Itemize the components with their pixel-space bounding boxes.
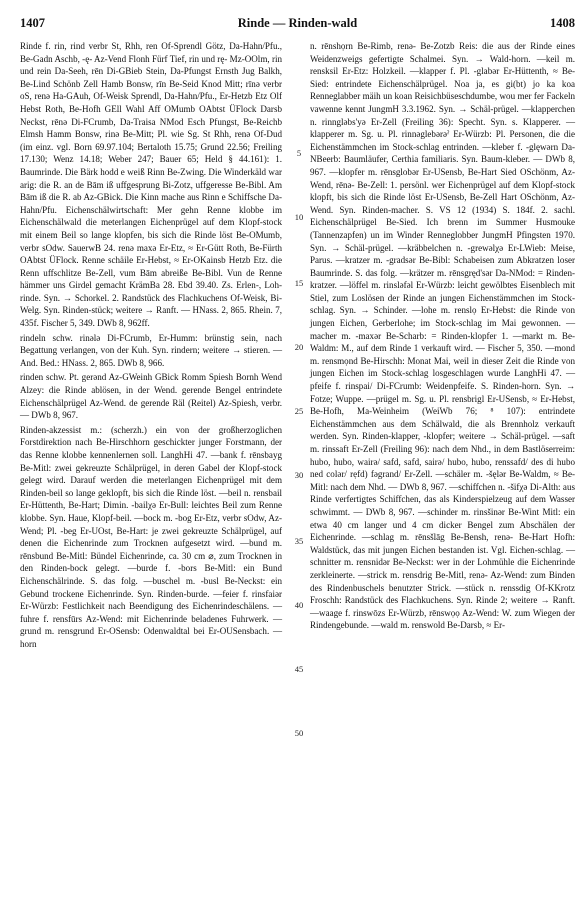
- line-number: 15: [294, 278, 304, 288]
- line-number: 50: [294, 728, 304, 738]
- page-number-right: 1408: [550, 16, 575, 30]
- line-number: 20: [294, 342, 304, 352]
- line-number: 35: [294, 536, 304, 546]
- line-number: 40: [294, 600, 304, 610]
- entry-continuation: n. rēnshọrn Be-Rimb, renə- Be-Zotzb Reis: die aus der Rinde eines Weidenzweigs gefertigte Schalmei. Syn. → Wald-horn. —keil m. rensksil Er-Etz: Holzkeil. —klapper f. Pl. -glabər Er-Hüttenth, ≈ Be-Sied: entrindete Eichenschälprügel. Noa ja, es gi(bt) jo ka koa Renneglabber mäih un koan Reisichbüseschdumbe, wou mer fer Fackeln vawenne kennt JungmH 3.3.1962. Syn. → Schäl-prügel. —klapperchen n. rinngləbs'yə Er-Zell (Freiling 36): Specht. Syn. s. Klapperer. —klapperer m. Sg. u. Pl. rinnəglebərəˀ Er-Würzb: Pl. Personen, die die Eichenstämmchen im Stock-schlag entrinden. —kleber f. -glęwərn Da-NBeerb: Baumläufer, Certhia familiaris. Syn. Baum-kleber. — DWb 8, 967. —klopfer m. rēnsglobər Er-USensb, Be-Hart Sied OSchönm, Az-Wend, rēnə- Be-Zell: 1. persönl. wer Eichenprügel auf dem Klopf-stock klopft, bis sich die Rinde löst Er-USensb, Be-Zell Hart OSchönm, Az-Wend. Syn. Rinden-macher. S. VS 12 (1934) S. 184f. 2. sachl. Eichenschälprügel Be-Sied. Ich brenn im Summer Husmouke (Tannenzapfen) un im Winder Renneglobber JungmH Pfingsten 1970. Syn. → Schäl-prügel. —kräbbelchen n. -grewəlχə Er-LWieb: Meise, Parus. —kratzer m. -gradsər Be-Bibl: Schabeisen zum Abkratzen loser Baumrinde. S. das folg. —krätzer m. rēnsgręd'sər Da-NMod: = Rinden-kratzer. —löffel m. rinsləfəl Er-Würzb: leicht gewölbtes Eisenblech mit Stiel, zum Loslösen der Rinde an jungen Eichenstämmchen im Stock-schlag. Syn. → Schinder. —lohe m. renslọ Er-Hebst: die Rinde von jungen Eichen, Gerberlohe; im Stock-schlag im Mai gewonnen. —macher m. -maxər Be-Scharb: = Rinden-klopfer 1. —markt m. Be-Waldm: M., auf dem Rinde 1 verkauft wird. — Fischer 5, 350. —mond m. rensmọnd Be-Hirschh: Monat Mai, weil in dieser Zeit die Rinde von jungen Eichen im Stock-schlag losgeschlagen wurde LanghHi 47. —pfeife f. rinspai/ Di-FCrumb: Weidenpfeife. S. Rinden-horn. Syn. → Fotze; Wuppe. —prügel m. Sg. u. Pl. rensbrigl Er-USensb, ≈ Er-Hebst, Be-Hofh, Ma-Weinheim (WeiWb 76; ⁸ 107): entrindete Eichenstämmchen aus dem Schälwald, die als Brennholz verkauft werden. Syn. Rinden-klapper, -klopfer; weitere → Schäl-prügel. —saft m. rinssaft Er-Zell (Freiling 96): nach dem Nhd., in dem Bastlöserreim: hubo, hubo, wairə/ safd, safd, sairə/ hubo, hubo, renssafd/ des di hubo ned colər/ rẹfd) fəgrand/ Er-Zell. —schäler m. -šęlər Be-Waldm, ≈ Be-Mitl: nach dem Nhd. — DWb 8, 967. —schiffchen n. -šifχə Di-Alth: aus Rinde verfertigtes Schiffchen, das als Kinderspielzeug auf dem Wasser schwimmt. — DWb 8, 967. —schinder m. rinsšinər Be-Wint Mitl: ein etwa 40 cm langer und 4 cm dicker Bengel zum Abschälen der Eichenrinde. —schlag m. rēnsšlāg Be-Bensh, renə- Be-Hart Hofh: Waldstück, das mit jungen Eichen bestanden ist. Vgl. Eichen-schlag. —schnitter m. rensnidər Be-Neckst: wer in der Lohmühle die Eichenrinde zerkleinerte. —strick m. rensdrig Be-Mitl, renə- Az-Wend: zum Binden des Rindenbuschels benutzter Strick. —stück n. renssdig Of-KKrotz Froschh: Randstück des Flachkuchens. Syn. Rinde 2; weitere → Ranft. —waage f. rinswōzs Er-Würzb, rēnswọọ Az-Wend: W. zum Wiegen der Rindengebunde. —wald m. renswold Be-Darsb, ≈ Er-: [310, 41, 575, 631]
- entry-rinde: Rinde f. rin, rind verbr St, Rhh, ren Of-Sprendl Götz, Da-Hahn/Pfu., Be-Gadn Aschb, -ę- Az-Vend Flonh Fürf Tief, rin und rę- Mz-OOlm, rin und rein Da-Seeh, rēn Di-GBieb Stein, Da-Pfungst Ernsth Jug Balkh, Be-Lind Schönb Zell Hamb Bonsw, rīn Be-Seid Knod Mitt; rīnə verbr oS, renə Ha-GAuh, Of-Weisk Sprendl, Da-Hahn/Pfu., Er-Hetzb Etz Olf Hebst Roth, Be-Hofh GEll Wahl Aff OMumb OAbtst ÜFlock Darsb Neckst, rēnə Di-FCrumb, Da-Traisa NMod Esch Pfungst, Be-Reichb Elmsh Hamm Bonsw, rinə Be-Mitt; Pl. wie Sg. St Rhh, renə Of-Dud (im einz. vgl. Born 69.97.104; Bertaloth 15.75; Grund 22.56; Freiling 17.130; Wenz 14.18; Weber 247; Bauer 65; Held § 44.161): 1. Baumrinde. Die Bärk hodd e weiß Rinn Be-Zwing. Die Winderkäld war arig: die R. an de Bām iß uffgesprung Bi-Zotz, uffgeresse Be-Bibl. Am Bām iß die R. ab Az-GBick. Die Kinn mache aus Rinn e Schiffsche Da-Hahn/Pfu. Eichenschälwirtschaft: Mer gehn Renne klobbe im Eichenschälwald die meterlangen Eichenprügel auf dem Klopf-stock mit einem Beil so lange klopfen, bis sich die Rinde löst Be-OMumb, verbr sOdw. SauerwB 24. renə maxə Er-Etz, ≈ Er-Gütt Roth, Be-Fürth OAbtst ÜFlock. Renne schäile Er-Hebst, ≈ Er-OKainsb Hetzb Etz. die Renn uffschlitze Be-Zell, vum Bām abreiße Be-Bibl. Vun de Renne hämmer uns Girdel gemacht KrämBa 28. Ebd 39.40. Zs. Erlen-, Loh-rinde. Syn. → Schorkel. 2. Randstück des Flachkuchens Of-Weisk, Bi-Welg. Syn. Rinden-stück; weitere → Ranft. — HNass. 2, 865. Rhein. 7, 435f. Fischer 5, 349. DWb 8, 962ff.: [20, 41, 282, 329]
- right-column: [310, 40, 575, 634]
- line-number: 25: [294, 406, 304, 416]
- running-title: Rinde — Rinden-wald: [237, 16, 358, 30]
- entry-rinden-akzessist: Rinden-akzessist m.: (scherzh.) ein von der großherzoglichen Forstdirektion nach Be-Hirschhorn geschickter junger Forstmann, der das Renne klobbe kennenlernen soll. LanghHi 47. —bank f. rēnsbayg Be-Mitl: zwei gekreuzte Schälprügel, in deren Gabel der Klopf-stock gelegt wird. Darauf werden die meterlangen Eichenprügel mit dem Rinden-beil so lange geklopft, bis sich die Rinde löst. —beil n. rensbail Er-Hüttenth, Be-Hart; Dimin. -bailχə Er-Bull: leichtes Beil zum Renne klobbe. Syn. Haue, Klopf-beil. —bock m. -bog Er-Etz, verbr sOdw, Az-Wend; Pl. -beg Er-UOst, Be-Hart: je zwei gekreuzte Schälprügel, auf denen die Eichenrinde zum Trocknen aufgesetzt wird. —bund m. rēnsbund Be-Mitl: Bündel Eichenrinde, ca. 30 cm ⌀, zum Trocknen in den Rinden-bock gelegt. —burde f. -bors Be-Mitl: ein Bund Eichenschälrinde. S. das folg. —buschel m. -busl Be-Neckst: ein Gebund trockene Eichenrinde. Syn. Rinden-burde. —feier f. rinsfaiər Er-Würzb: Festlichkeit nach Beendigung des Eichenrindeschälens. —fuhre f. rensfūrs Az-Wend: mit Eichenrinde beladenes Fuhrwerk. —grund m. rensgrund Er-OSensb: Odenwaldtal bei Er-OUSensbach. —horn: [20, 424, 282, 649]
- page-number-left: 1407: [20, 16, 45, 30]
- line-number: 45: [294, 664, 304, 674]
- line-number: 10: [294, 212, 304, 222]
- page-header: [20, 10, 575, 34]
- entry-rinden: rinden schw. Pt. gerənd Az-GWeinh GBick Romm Spiesh Bornh Wend Alzey: die Rinde ablösen, in der Wend. gerende Bengel entrindete Eichenschälprügel Az-Wend. de gerende Räl (Reitel) Az-Spiesh, verbr. — DWb 8, 967.: [20, 372, 282, 421]
- line-number: 30: [294, 470, 304, 480]
- entry-rindeln: rindeln schw. rinələ Di-FCrumb, Er-Humm: brünstig sein, nach Begattung verlangen, von der Kuh. Syn. rindern; weitere → stieren. — And. Bed.: HNass. 2, 865. DWb 8, 966.: [20, 332, 282, 368]
- line-number: 5: [296, 148, 302, 158]
- left-column: [20, 40, 282, 653]
